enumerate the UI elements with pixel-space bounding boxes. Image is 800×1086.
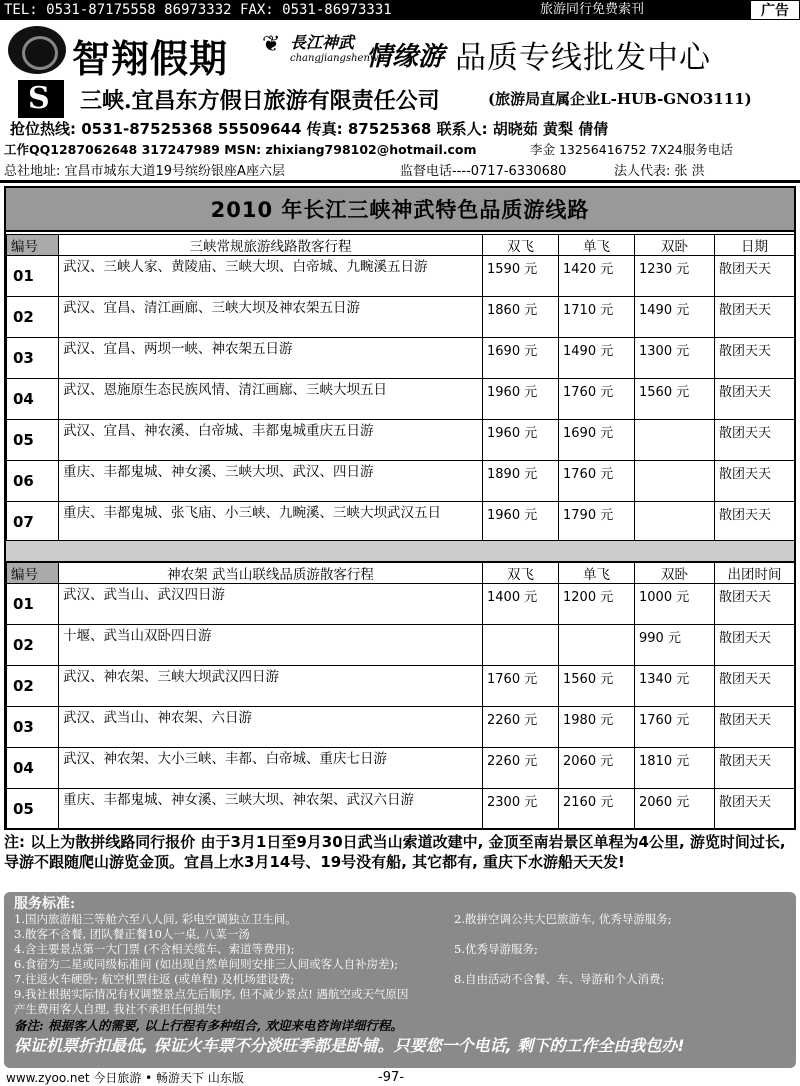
divider	[0, 180, 800, 183]
service-standards	[4, 892, 796, 1068]
departure-date: 散团天天	[715, 420, 795, 461]
price-shuangwo: 1760 元	[635, 707, 715, 748]
routes-banner	[6, 188, 794, 232]
table-row	[7, 666, 795, 707]
price-shuangwo: 1000 元	[635, 584, 715, 625]
price-shuangfei: 2300 元	[483, 789, 559, 830]
price-danfei: 1980 元	[559, 707, 635, 748]
index-label: 旅游同行免费索刊	[540, 2, 645, 17]
service-item: 4.含主要景点第一大门票 (不含相关缆车、索道等费用);	[14, 942, 295, 956]
service-phone: 李金 13256416752 7X24服务电话	[530, 142, 733, 157]
routes-table-1	[6, 234, 795, 543]
route-name: 十堰、武当山双卧四日游	[59, 625, 483, 666]
service-guarantee: 保证机票折扣最低, 保证火车票不分淡旺季都是卧铺。只要您一个电话, 剩下的工作全由我包办!	[14, 1036, 685, 1055]
col-shuangfei: 双飞	[483, 563, 559, 584]
col-route: 三峡常规旅游线路散客行程	[59, 235, 483, 256]
price-danfei: 1790 元	[559, 502, 635, 543]
footer-text: www.zyoo.net 今日旅游 • 畅游天下 山东版	[6, 1071, 244, 1085]
price-danfei: 1560 元	[559, 666, 635, 707]
service-item: 3.散客不含餐, 团队餐正餐10人一桌, 八菜一汤	[14, 927, 250, 941]
price-shuangfei: 1760 元	[483, 666, 559, 707]
price-shuangfei: 2260 元	[483, 707, 559, 748]
price-shuangfei: 1400 元	[483, 584, 559, 625]
price-shuangfei: 1960 元	[483, 420, 559, 461]
table-row	[7, 297, 795, 338]
price-shuangfei: 1890 元	[483, 461, 559, 502]
top-contact-text: TEL: 0531-87175558 86973332 FAX: 0531-86973331	[4, 2, 392, 18]
company-name: 三峡.宜昌东方假日旅游有限责任公司	[80, 88, 440, 114]
price-danfei: 1710 元	[559, 297, 635, 338]
service-line	[14, 1002, 786, 1017]
service-line	[14, 912, 786, 927]
routes-panel	[4, 186, 796, 830]
price-shuangfei: 1960 元	[483, 379, 559, 420]
route-code: 04	[7, 748, 59, 789]
service-title: 服务标准:	[14, 896, 76, 912]
partner-name: 長江神武	[290, 33, 355, 52]
departure-date: 散团天天	[715, 338, 795, 379]
route-code: 05	[7, 420, 59, 461]
route-code: 03	[7, 707, 59, 748]
price-shuangfei: 1690 元	[483, 338, 559, 379]
col-code: 编号	[7, 235, 59, 256]
price-danfei: 1490 元	[559, 338, 635, 379]
col-shuangfei: 双飞	[483, 235, 559, 256]
price-shuangwo: 1810 元	[635, 748, 715, 789]
footer	[0, 1070, 800, 1086]
departure-date: 散团天天	[715, 379, 795, 420]
price-shuangwo	[635, 461, 715, 502]
departure-date: 散团天天	[715, 666, 795, 707]
col-code: 编号	[7, 563, 59, 584]
route-name: 武汉、武当山、神农架、六日游	[59, 707, 483, 748]
service-item: 2.散拼空调公共大巴旅游车, 优秀导游服务;	[454, 912, 672, 926]
price-shuangwo: 1490 元	[635, 297, 715, 338]
route-name: 武汉、武当山、武汉四日游	[59, 584, 483, 625]
route-code: 06	[7, 461, 59, 502]
price-shuangwo: 2060 元	[635, 789, 715, 830]
table-header-row	[7, 235, 795, 256]
price-danfei: 2060 元	[559, 748, 635, 789]
table-separator	[6, 540, 794, 562]
service-note: 备注: 根据客人的需要, 以上行程有多种组合, 欢迎来电咨询详细行程。	[14, 1018, 403, 1033]
route-code: 05	[7, 789, 59, 830]
table-row	[7, 256, 795, 297]
service-line	[14, 972, 786, 987]
price-danfei: 1760 元	[559, 461, 635, 502]
brand-name: 智翔假期	[72, 36, 229, 81]
departure-date: 散团天天	[715, 297, 795, 338]
route-name: 重庆、丰都鬼城、神女溪、三峡大坝、武汉、四日游	[59, 461, 483, 502]
swoosh-icon: ❦	[262, 32, 281, 57]
price-shuangwo: 1560 元	[635, 379, 715, 420]
service-line	[14, 942, 786, 957]
table-header-row	[7, 563, 795, 584]
col-route: 神农架 武当山联线品质游散客行程	[59, 563, 483, 584]
route-code: 01	[7, 256, 59, 297]
price-shuangfei	[483, 625, 559, 666]
company-note: (旅游局直属企业L-HUB-GNO3111)	[488, 90, 752, 108]
brand-slogan: 品质专线批发中心	[455, 40, 711, 76]
price-shuangwo: 1340 元	[635, 666, 715, 707]
service-item: 9.我社根据实际情况有权调整景点先后顺序, 但不减少景点! 遇航空或天气原因	[14, 987, 409, 1001]
table-row	[7, 789, 795, 830]
col-danfei: 单飞	[559, 563, 635, 584]
service-line	[14, 957, 786, 972]
price-shuangfei: 2260 元	[483, 748, 559, 789]
table-row	[7, 461, 795, 502]
hotline-line: 抢位热线: 0531-87525368 55509644 传真: 87525368 联系人: 胡晓茹 黄梨 倩倩	[10, 120, 609, 138]
supervision-phone: 监督电话----0717-6330680	[400, 164, 567, 179]
price-danfei: 1200 元	[559, 584, 635, 625]
route-name: 武汉、神农架、大小三峡、丰都、白帝城、重庆七日游	[59, 748, 483, 789]
address-line	[4, 160, 705, 179]
route-name: 武汉、宜昌、神农溪、白帝城、丰都鬼城重庆五日游	[59, 420, 483, 461]
price-danfei: 1690 元	[559, 420, 635, 461]
service-line	[14, 927, 786, 942]
departure-date: 散团天天	[715, 584, 795, 625]
qq-text: 工作QQ1287062648 317247989 MSN: zhixiang798102@hotmail.com	[4, 142, 477, 157]
price-shuangwo	[635, 502, 715, 543]
route-code: 03	[7, 338, 59, 379]
route-name: 武汉、神农架、三峡大坝武汉四日游	[59, 666, 483, 707]
routes-title: 2010 年长江三峡神武特色品质游线路	[210, 198, 590, 222]
route-name: 武汉、三峡人家、黄陵庙、三峡大坝、白帝城、九畹溪五日游	[59, 256, 483, 297]
ad-label: 广告	[750, 0, 800, 20]
col-departure: 出团时间	[715, 563, 795, 584]
legal-rep: 法人代表: 张 洪	[614, 164, 705, 179]
table-row	[7, 748, 795, 789]
price-shuangfei: 1590 元	[483, 256, 559, 297]
price-danfei: 2160 元	[559, 789, 635, 830]
service-item: 7.往返火车硬卧; 航空机票往返 (或单程) 及机场建设费;	[14, 972, 295, 986]
price-danfei: 1760 元	[559, 379, 635, 420]
route-code: 02	[7, 666, 59, 707]
notice-text: 注: 以上为散拼线路同行报价 由于3月1日至9月30日武当山索道改建中, 金顶至南岩景区单程为4公里, 游览时间过长, 导游不跟随爬山游览金顶。宜昌上水3月14号、19号没有船, 其它都有, 重庆下水游船天天发!	[4, 833, 786, 871]
price-shuangwo: 990 元	[635, 625, 715, 666]
route-name: 武汉、宜昌、两坝一峡、神农架五日游	[59, 338, 483, 379]
table-row	[7, 379, 795, 420]
route-name: 重庆、丰都鬼城、神女溪、三峡大坝、神农架、武汉六日游	[59, 789, 483, 830]
table-row	[7, 584, 795, 625]
service-item: 8.自由活动不含餐、车、导游和个人消费;	[454, 972, 665, 986]
table-row	[7, 338, 795, 379]
partner-tagline: 情缘游	[366, 42, 445, 72]
brand-row	[0, 22, 800, 81]
table-row	[7, 625, 795, 666]
route-code: 04	[7, 379, 59, 420]
col-shuangwo: 双卧	[635, 235, 715, 256]
company-row	[0, 78, 800, 120]
price-shuangfei: 1960 元	[483, 502, 559, 543]
qq-line	[4, 140, 733, 158]
price-shuangwo: 1230 元	[635, 256, 715, 297]
service-item: 产生费用客人自理, 我社不承担任何损失!	[14, 1002, 222, 1016]
partner-pinyin: changjiangshenwu	[290, 53, 385, 64]
top-contact-bar	[0, 0, 800, 20]
price-shuangwo: 1300 元	[635, 338, 715, 379]
route-code: 02	[7, 297, 59, 338]
address-text: 总社地址: 宜昌市城东大道19号缤纷银座A座六层	[4, 164, 285, 179]
table-row	[7, 420, 795, 461]
service-item: 5.优秀导游服务;	[454, 942, 538, 956]
brand-badge-icon	[8, 26, 66, 74]
price-danfei: 1420 元	[559, 256, 635, 297]
routes-table-2	[6, 562, 795, 830]
company-logo-icon: S	[18, 80, 64, 118]
table-row	[7, 707, 795, 748]
service-item: 6.食宿为二星或同级标准间 (如出现自然单间则安排三人间或客人自补房差);	[14, 957, 398, 971]
col-danfei: 单飞	[559, 235, 635, 256]
departure-date: 散团天天	[715, 707, 795, 748]
route-name: 武汉、宜昌、清江画廊、三峡大坝及神农架五日游	[59, 297, 483, 338]
route-name: 重庆、丰都鬼城、张飞庙、小三峡、九畹溪、三峡大坝武汉五日	[59, 502, 483, 543]
departure-date: 散团天天	[715, 461, 795, 502]
table-row	[7, 502, 795, 543]
route-code: 01	[7, 584, 59, 625]
col-shuangwo: 双卧	[635, 563, 715, 584]
price-danfei	[559, 625, 635, 666]
departure-date: 散团天天	[715, 748, 795, 789]
route-code: 07	[7, 502, 59, 543]
departure-date: 散团天天	[715, 789, 795, 830]
service-item: 1.国内旅游船三等舱六至八人间, 彩电空调独立卫生间。	[14, 912, 297, 926]
departure-date: 散团天天	[715, 256, 795, 297]
service-line	[14, 987, 786, 1002]
page-number: -97-	[378, 1070, 404, 1085]
price-shuangfei: 1860 元	[483, 297, 559, 338]
route-name: 武汉、恩施原生态民族风情、清江画廊、三峡大坝五日	[59, 379, 483, 420]
col-date: 日期	[715, 235, 795, 256]
price-shuangwo	[635, 420, 715, 461]
route-code: 02	[7, 625, 59, 666]
departure-date: 散团天天	[715, 625, 795, 666]
departure-date: 散团天天	[715, 502, 795, 543]
service-lines	[14, 912, 786, 1017]
